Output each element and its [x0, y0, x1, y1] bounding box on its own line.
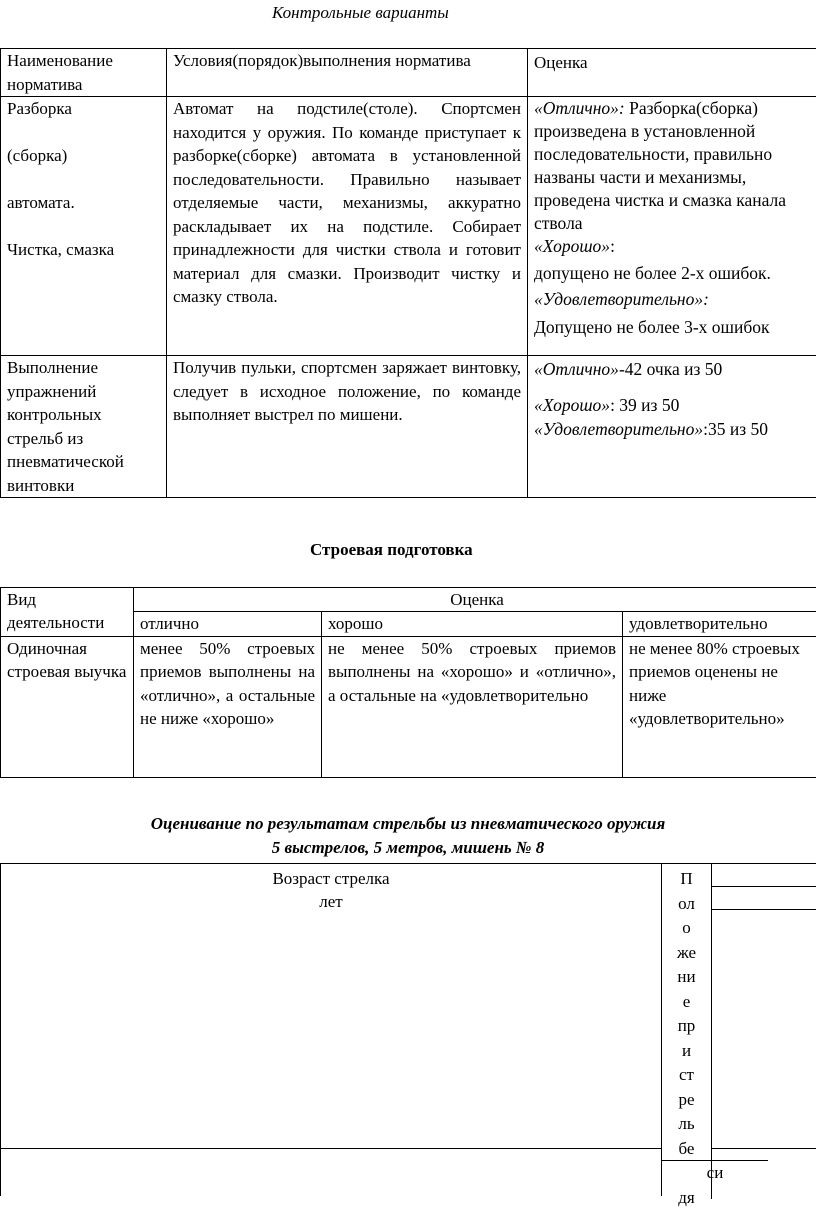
grade-good-label: «Хорошо»	[534, 236, 610, 256]
position-header-cell	[662, 864, 712, 1199]
position-header-chunk: же	[662, 941, 711, 966]
standard-name-line: автомата.	[7, 191, 160, 238]
drill-training-table	[0, 587, 816, 778]
grade-good-colon: :	[610, 236, 615, 256]
standard-name-line: (сборка)	[7, 144, 160, 191]
excellent-cell: менее 50% строевых приемов выполнены на «отлично», а остальные не ниже «хорошо»	[134, 636, 322, 777]
position-header-chunk: е	[662, 990, 711, 1015]
grade-good-label: «Хорошо»	[534, 395, 610, 415]
grade-satisfactory-text: Допущено не более 3-х ошибок	[534, 312, 810, 342]
section3-title-line2: 5 выстрелов, 5 метров, мишень № 8	[0, 838, 816, 858]
grade-satisfactory-label	[534, 287, 810, 312]
grade-good	[534, 394, 810, 417]
grade-good-text: допущено не более 2-х ошибок.	[534, 258, 810, 287]
position-header-chunk: ль	[662, 1112, 711, 1137]
header-activity: Вид деятельности	[1, 588, 134, 637]
header-grade: Оценка	[134, 588, 816, 612]
header-satisfactory: удовлетворительно	[623, 612, 816, 637]
position-header-chunk: си	[662, 1160, 768, 1186]
grade-excellent	[534, 356, 810, 382]
header-standard-name: Наименование норматива	[1, 49, 167, 97]
header-good: хорошо	[322, 612, 623, 637]
section2-title: Строевая подготовка	[310, 540, 473, 560]
shooting-results-table	[0, 863, 816, 1196]
position-header-chunk: ни	[662, 965, 711, 990]
good-cell: не менее 50% строевых приемов выполнены на «хорошо» и «отлично», а остальные на «удовлетворительно	[322, 636, 623, 777]
position-header-chunk: и	[662, 1039, 711, 1064]
grade-satisfactory	[534, 417, 810, 441]
grades-cell	[528, 356, 816, 498]
position-header-chunk: дя	[662, 1186, 711, 1210]
position-header-chunk: ре	[662, 1088, 711, 1113]
table-row	[1, 636, 816, 777]
grade-excellent	[534, 97, 810, 235]
header-excellent: отлично	[134, 612, 322, 637]
section3-title-line1: Оценивание по результатам стрельбы из пневматического оружия	[0, 814, 816, 834]
grade-good	[534, 235, 810, 258]
age-header-line: лет	[1, 890, 661, 913]
grade-excellent-text: Разборка(сборка) произведена в установленной последовательности, правильно названы части и механизмы, проведена чистка и смазка канала ствола	[534, 98, 786, 233]
grade-satisfactory-label: «Удовлетворительно»	[534, 419, 703, 439]
grade-excellent-text: -42 очка из 50	[619, 359, 722, 379]
header-conditions: Условия(порядок)выполнения норматива	[167, 49, 528, 97]
standard-name-line: Чистка, смазка	[7, 238, 160, 262]
grades-cell	[528, 97, 816, 356]
grade-good-text: : 39 из 50	[610, 395, 679, 415]
grade-satisfactory-label-text: «Удовлетворительно»:	[534, 289, 709, 309]
grade-satisfactory-text: :35 из 50	[703, 419, 768, 439]
conditions-cell: Автомат на подстиле(столе). Спортсмен находится у оружия. По команде приступает к разборке(сборке) автомата в установленной последовательности. Правильно называет отделяемые части, механизмы, аккуратно раскладывает их на подстиле. Собирает принадлежности для чистки ствола и готовит материал для смазки. Производит чистку и смазку ствола.	[167, 97, 528, 356]
activity-cell: Одиночная строевая выучка	[1, 636, 134, 777]
table-header-row	[1, 588, 816, 612]
grade-excellent-label: «Отлично»	[534, 359, 619, 379]
standard-name-line: Разборка	[7, 97, 160, 144]
row-divider	[1, 1148, 662, 1149]
age-header-line: Возраст стрелка	[1, 864, 661, 890]
control-variants-table	[0, 48, 816, 498]
position-header-chunk: о	[662, 916, 711, 941]
row-divider	[712, 1148, 816, 1149]
section1-title: Контрольные варианты	[272, 3, 449, 23]
age-header-cell	[1, 864, 662, 1196]
standard-name-cell	[1, 97, 167, 356]
position-header-chunk: ст	[662, 1063, 711, 1088]
grade-excellent-label: «Отлично»:	[534, 98, 625, 118]
conditions-cell: Получив пульки, спортсмен заряжает винтовку, следует в исходное положение, по команде выполняет выстрел по мишени.	[167, 356, 528, 498]
satisfactory-cell: не менее 80% строевых приемов оценены не ниже «удовлетворительно»	[623, 636, 816, 777]
table-row	[1, 356, 816, 498]
position-header-chunk: ол	[662, 892, 711, 917]
position-header-chunk: бе	[662, 1137, 711, 1162]
header-grade: Оценка	[528, 49, 816, 97]
standard-name-cell: Выполнение упражнений контрольных стрельб из пневматической винтовки	[1, 356, 167, 498]
table-header-row	[1, 49, 816, 97]
position-header-chunk: П	[662, 867, 711, 892]
empty-cell	[712, 887, 816, 910]
position-header-chunk: пр	[662, 1014, 711, 1039]
empty-cell	[712, 864, 816, 887]
table-row	[1, 97, 816, 356]
